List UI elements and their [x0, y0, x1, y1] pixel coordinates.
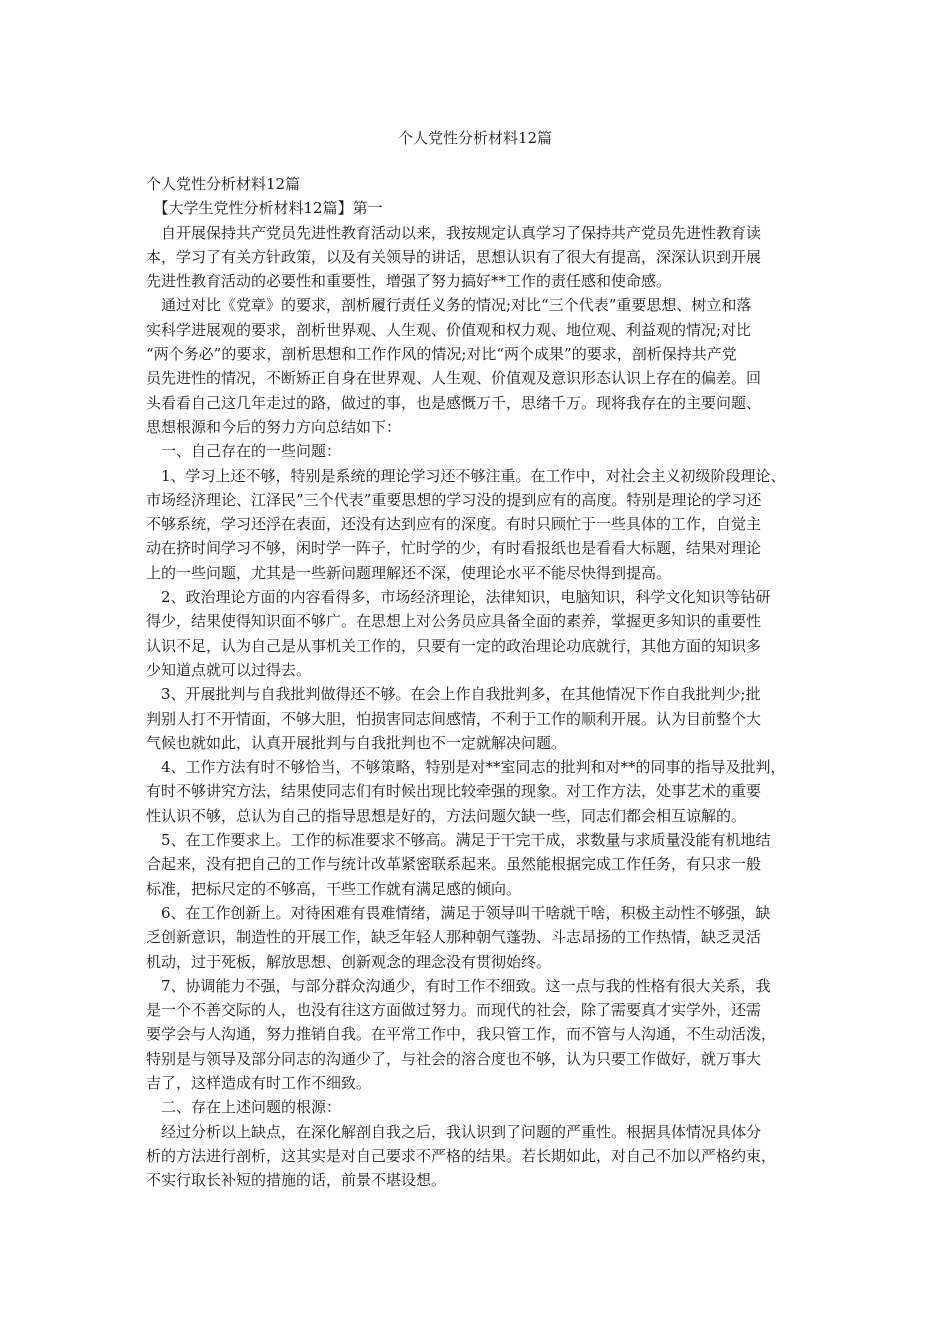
text-line: 判别人打不开情面，不够大胆，怕损害同志间感情，不利于工作的顺利开展。认为目前整个大: [146, 709, 762, 728]
document-title: 个人党性分析材料12篇: [397, 129, 553, 147]
text-line: 合起来，没有把自己的工作与统计改革紧密联系起来。虽然能根据完成工作任务，有只求一般: [146, 855, 762, 874]
text-line: 5、在工作要求上。工作的标准要求不够高。满足于干完干成，求数量与求质量没能有机地结: [146, 831, 771, 850]
text-line: 先进性教育活动的必要性和重要性，增强了努力搞好**工作的责任感和使命感。: [146, 272, 672, 291]
text-line: 析的方法进行剖析，这其实是对自己要求不严格的结果。若长期如此，对自己不加以严格约束，: [146, 1146, 777, 1165]
text-line: 市场经济理论、江泽民”三个代表”重要思想的学习没的提到应有的高度。特别是理论的学习还: [146, 490, 762, 509]
document-body: [146, 172, 810, 1192]
text-line: 乏创新意识，制造性的开展工作，缺乏年轻人那种朝气蓬勃、斗志昂扬的工作热情，缺乏灵活: [146, 928, 762, 947]
text-line: “两个务必”的要求，剖析思想和工作作风的情况;对比“两个成果”的要求，剖析保持共产党: [146, 345, 737, 364]
text-line: 7、协调能力不强，与部分群众沟通少，有时工作不细致。这一点与我的性格有很大关系，我: [146, 976, 771, 995]
text-line: 思想根源和今后的努力方向总结如下：: [146, 417, 402, 436]
text-line: 经过分析以上缺点，在深化解剖自我之后，我认识到了问题的严重性。根据具体情况具体分: [146, 1122, 762, 1141]
text-line: 实科学进展观的要求，剖析世界观、人生观、价值观和权力观、地位观、利益观的情况;对比: [146, 320, 752, 339]
text-line: 性认识不够，总认为自己的指导思想是好的，方法问题欠缺一些，同志们都会相互谅解的。: [146, 806, 747, 825]
text-line: 少知道点就可以过得去。: [146, 660, 312, 679]
text-line: 6、在工作创新上。对待困难有畏难情绪，满足于领导叫干啥就干啥，积极主动性不够强，缺: [146, 903, 771, 922]
text-line: 自开展保持共产党员先进性教育活动以来，我按规定认真学习了保持共产党员先进性教育读: [146, 223, 762, 242]
text-line: 一、自己存在的一些问题：: [146, 442, 342, 461]
text-line: 要学会与人沟通，努力推销自我。在平常工作中，我只管工作，而不管与人沟通，不生动活泼，: [146, 1025, 777, 1044]
text-line: 头看看自己这几年走过的路，做过的事，也是感慨万千，思绪千万。现将我存在的主要问题、: [146, 393, 762, 412]
text-line: 本，学习了有关方针政策，以及有关领导的讲话，思想认识有了很大有提高，深深认识到开展: [146, 247, 762, 266]
text-line: 不实行取长补短的措施的话，前景不堪设想。: [146, 1171, 447, 1190]
text-line: 得少，结果使得知识面不够广。在思想上对公务员应具备全面的素养，掌握更多知识的重要性: [146, 612, 762, 631]
text-line: 气候也就如此，认真开展批判与自我批判也不一定就解决问题。: [146, 733, 567, 752]
text-line: 标准，把标尺定的不够高，干些工作就有满足感的倾向。: [146, 879, 522, 898]
text-line: 个人党性分析材料12篇: [146, 175, 301, 193]
text-line: 【大学生党性分析材料12篇】第一: [146, 199, 383, 218]
text-line: 吉了，这样造成有时工作不细致。: [146, 1073, 372, 1092]
text-line: 二、存在上述问题的根源：: [146, 1098, 342, 1117]
text-line: 特别是与领导及部分同志的沟通少了，与社会的溶合度也不够，认为只要工作做好，就万事大: [146, 1049, 762, 1068]
text-line: 员先进性的情况，不断矫正自身在世界观、人生观、价值观及意识形态认识上存在的偏差。回: [146, 369, 762, 388]
text-line: 认识不足，认为自己是从事机关工作的，只要有一定的政治理论功底就行，其他方面的知识多: [146, 636, 762, 655]
text-line: 是一个不善交际的人，也没有往这方面做过努力。而现代的社会，除了需要真才实学外，还需: [146, 1001, 762, 1020]
text-line: 通过对比《党章》的要求，剖析履行责任义务的情况;对比“三个代表”重要思想、树立和落: [146, 296, 752, 315]
text-line: 不够系统，学习还浮在表面，还没有达到应有的深度。有时只顾忙于一些具体的工作，自觉主: [146, 515, 762, 534]
text-line: 有时不够讲究方法，结果使同志们有时候出现比较牵强的现象。对工作方法，处事艺术的重要: [146, 782, 762, 801]
text-line: 机动，过于死板，解放思想、创新观念的理念没有贯彻始终。: [146, 952, 552, 971]
text-line: 4、工作方法有时不够恰当，不够策略，特别是对**室同志的批判和对**的同事的指导及批判，: [146, 758, 786, 777]
text-line: 1、学习上还不够，特别是系统的理论学习还不够注重。在工作中，对社会主义初级阶段理论、: [146, 466, 786, 485]
text-line: 2、政治理论方面的内容看得多，市场经济理论，法律知识，电脑知识，科学文化知识等钻研: [146, 588, 771, 607]
text-line: 上的一些问题，尤其是一些新问题理解还不深，使理论水平不能尽快得到提高。: [146, 563, 672, 582]
text-line: 动在挤时间学习不够，闲时学一阵子，忙时学的少，有时看报纸也是看看大标题，结果对理论: [146, 539, 762, 558]
text-line: 3、开展批判与自我批判做得还不够。在会上作自我批判多，在其他情况下作自我批判少;批: [146, 685, 761, 704]
